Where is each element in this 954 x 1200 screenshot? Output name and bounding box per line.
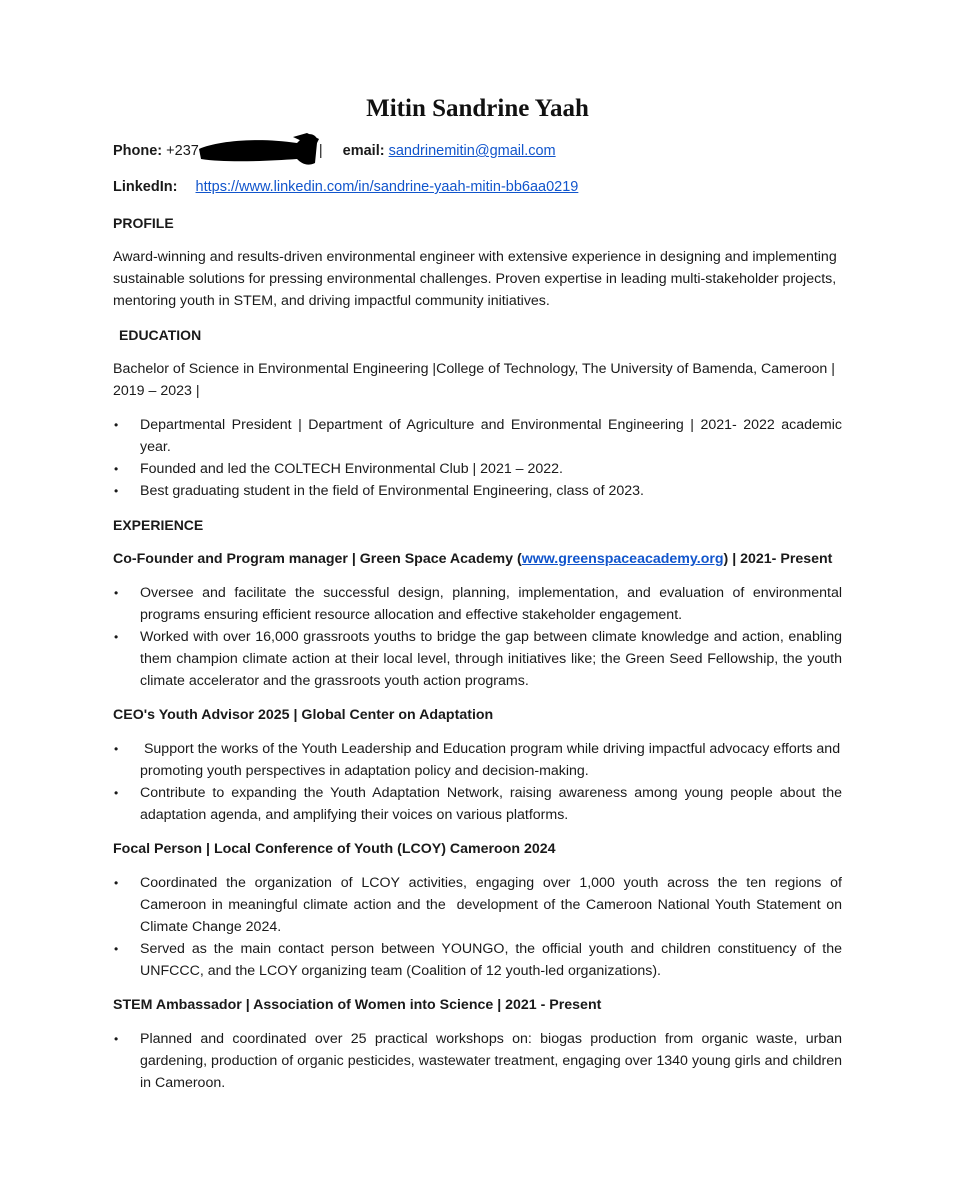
phone-email-line (113, 140, 842, 162)
bullet-icon: • (114, 586, 119, 600)
job-title-lcoy: Focal Person | Local Conference of Youth (LCOY) Cameroon 2024 (113, 841, 556, 857)
job-title-green-space (113, 548, 842, 570)
redaction-mark (197, 143, 317, 159)
bullet-icon: • (114, 942, 119, 956)
bullet-text: Served as the main contact person between YOUNGO, the official youth and children constituency of the UNFCCC, and the LCOY organizing team (Coalition of 12 youth-led organizations). (140, 941, 842, 979)
bullet-text: Best graduating student in the field of Environmental Engineering, class of 2023. (140, 483, 644, 499)
job-title-gca: CEO's Youth Advisor 2025 | Global Center on Adaptation (113, 707, 494, 723)
education-bullets (113, 414, 842, 502)
list-item (113, 626, 842, 692)
list-item (113, 458, 842, 480)
job-bullets (113, 1028, 842, 1094)
candidate-name: Mitin Sandrine Yaah (366, 95, 589, 122)
phone-number: +237 (166, 143, 199, 159)
list-item (113, 782, 842, 826)
email-label: email: (342, 143, 385, 159)
bullet-text: Contribute to expanding the Youth Adaptation Network, raising awareness among young people about the adaptation agenda, and amplifying their voices on various platforms. (140, 785, 842, 823)
degree-line: Bachelor of Science in Environmental Engineering |College of Technology, The University of Bamenda, Cameroon | 2019 – 2023 | (113, 361, 835, 399)
list-item (113, 1028, 842, 1094)
job-bullets (113, 738, 845, 826)
profile-text: Award-winning and results-driven environmental engineer with extensive experience in designing and implementing sustainable solutions for pressing environmental challenges. Proven expertise in leading multi-stakeholder projects, mentoring youth in STEM, and driving impactful community initiatives. (113, 249, 837, 309)
job-bullets (113, 582, 842, 692)
resume-content (113, 92, 846, 1106)
list-item (113, 938, 842, 982)
list-item (113, 414, 842, 458)
email-link[interactable]: sandrinemitin@gmail.com (388, 143, 556, 159)
linkedin-label: LinkedIn: (113, 179, 178, 195)
list-item (113, 480, 842, 502)
bullet-text: Support the works of the Youth Leadership and Education program while driving impactful advocacy efforts and promoting youth perspectives in adaptation policy and decision-making. (140, 741, 845, 779)
bullet-icon: • (114, 786, 119, 800)
bullet-icon: • (114, 876, 119, 890)
bullet-text: Departmental President | Department of Agriculture and Environmental Engineering | 2021- 2022 academic year. (140, 417, 842, 455)
bullet-text: Oversee and facilitate the successful design, planning, implementation, and evaluation of environmental programs ensuring efficient resource allocation and effective stakeholder engagement. (140, 585, 842, 623)
bullet-icon: • (114, 418, 119, 432)
contact-separator: | (318, 143, 323, 159)
profile-heading: PROFILE (113, 215, 174, 231)
website-link[interactable]: www.greenspaceacademy.org (521, 551, 724, 567)
bullet-icon: • (114, 630, 119, 644)
bullet-text: Founded and led the COLTECH Environmental Club | 2021 – 2022. (140, 461, 563, 477)
bullet-icon: • (114, 462, 119, 476)
bullet-icon: • (114, 742, 119, 756)
bullet-text: Planned and coordinated over 25 practical workshops on: biogas production from organic waste, urban gardening, production of organic pesticides, wastewater treatment, engaging over 1340 young girls and children in Cameroon. (140, 1031, 842, 1091)
bullet-icon: • (114, 1032, 119, 1046)
list-item (113, 872, 846, 938)
experience-heading: EXPERIENCE (113, 517, 204, 533)
job-title-text: Co-Founder and Program manager | Green Space Academy ( (113, 551, 522, 567)
list-item (113, 582, 842, 626)
bullet-text: Coordinated the organization of LCOY activities, engaging over 1,000 youth across the ten regions of Cameroon in meaningful climate action and the development of the Cameroon National Youth Statement on Climate Change 2024. (140, 875, 846, 935)
bullet-text: Worked with over 16,000 grassroots youths to bridge the gap between climate knowledge and action, enabling them champion climate action at their local level, through initiatives like; the Green Seed Fellowship, the youth climate accelerator and the grassroots youth action programs. (140, 629, 842, 689)
linkedin-line (113, 176, 842, 198)
phone-label: Phone: (113, 143, 163, 159)
education-heading: EDUCATION (119, 327, 202, 343)
job-title-text: ) | 2021- Present (723, 551, 833, 567)
job-title-stem: STEM Ambassador | Association of Women into Science | 2021 - Present (113, 997, 602, 1013)
linkedin-link[interactable]: https://www.linkedin.com/in/sandrine-yaah-mitin-bb6aa0219 (195, 179, 579, 195)
list-item (113, 738, 845, 782)
job-bullets (113, 872, 846, 982)
bullet-icon: • (114, 484, 119, 498)
